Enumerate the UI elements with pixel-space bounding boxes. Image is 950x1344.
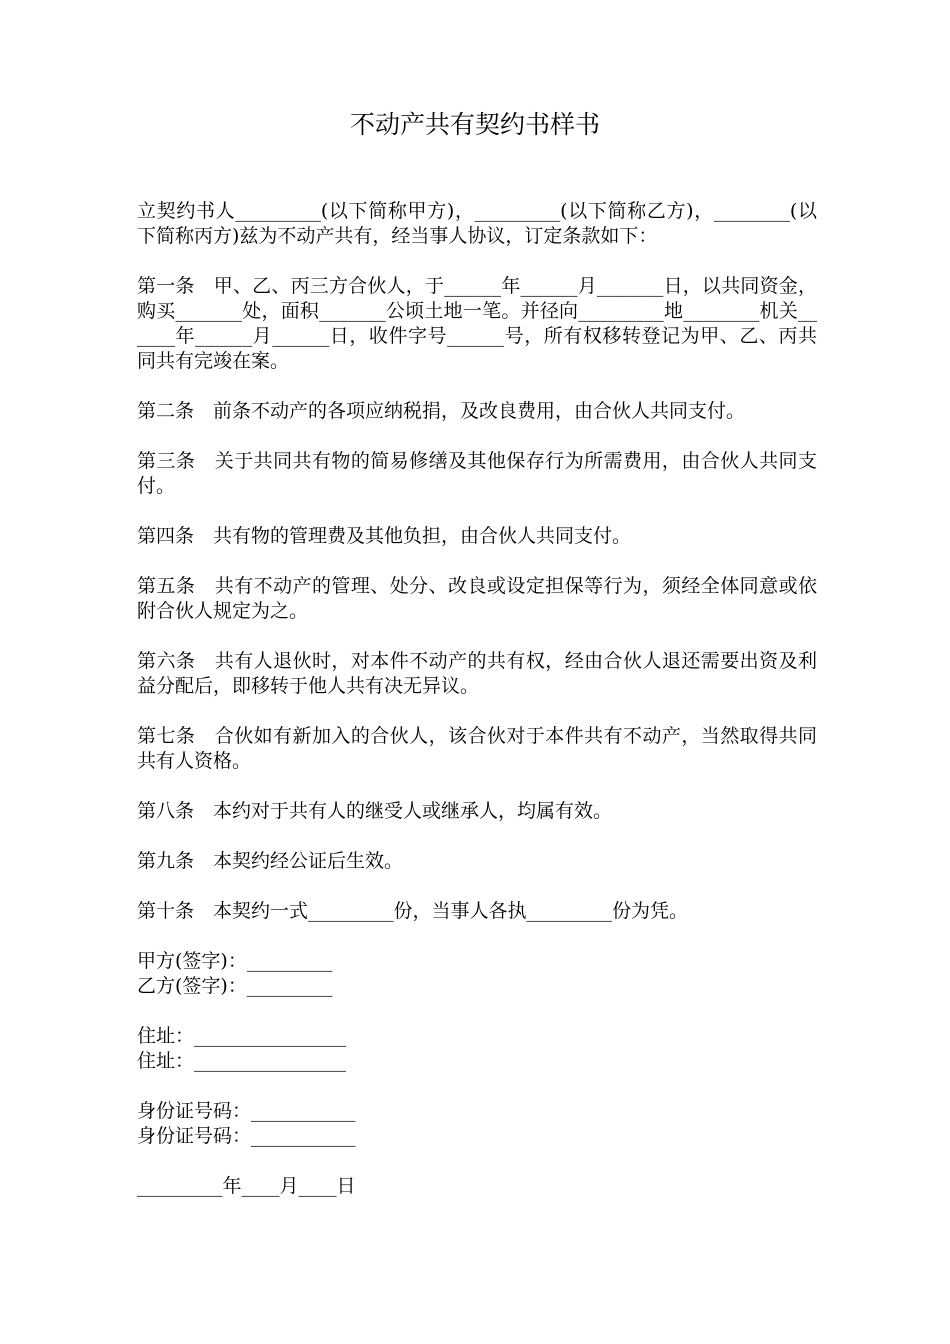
article-7: 第七条 合伙如有新加入的合伙人，该合伙对于本件共有不动产，当然取得共同共有人资格。	[137, 725, 817, 772]
article-1: 第一条 甲、乙、丙三方合伙人，于______年______月_______日，以共同资金，购买_______处，面积_______公顷土地一笔。并径向_________地________机关______年______月______日，收件字号______号，所有权移转登记为甲、乙、丙共同共有完竣在案。	[137, 275, 817, 372]
document-body	[137, 199, 817, 1199]
id-number-line-2: 身份证号码：___________	[137, 1125, 356, 1147]
party-a-signature: 甲方(签字)：_________	[137, 950, 333, 972]
article-6: 第六条 共有人退伙时，对本件不动产的共有权，经由合伙人退还需要出资及利益分配后，即移转于他人共有决无异议。	[137, 650, 817, 697]
article-10: 第十条 本契约一式_________份，当事人各执_________份为凭。	[137, 900, 689, 922]
id-number-line-1: 身份证号码：___________	[137, 1100, 356, 1122]
date-line: _________年____月____日	[137, 1175, 356, 1197]
signature-block	[137, 949, 817, 1199]
article-2: 第二条 前条不动产的各项应纳税捐，及改良费用，由合伙人共同支付。	[137, 400, 746, 422]
document-title: 不动产共有契约书样书	[349, 110, 600, 139]
article-5: 第五条 共有不动产的管理、处分、改良或设定担保等行为，须经全体同意或依附合伙人规定为之。	[137, 575, 817, 622]
article-3: 第三条 关于共同共有物的简易修缮及其他保存行为所需费用，由合伙人共同支付。	[137, 450, 817, 497]
address-line-2: 住址：________________	[137, 1050, 347, 1072]
preamble: 立契约书人_________(以下简称甲方)，_________(以下简称乙方)，________(以下简称丙方)兹为不动产共有，经当事人协议，订定条款如下：	[137, 200, 817, 247]
article-4: 第四条 共有物的管理费及其他负担，由合伙人共同支付。	[137, 525, 632, 547]
address-line-1: 住址：________________	[137, 1025, 347, 1047]
article-8: 第八条 本约对于共有人的继受人或继承人，均属有效。	[137, 800, 613, 822]
article-9: 第九条 本契约经公证后生效。	[137, 850, 404, 872]
party-b-signature: 乙方(签字)：_________	[137, 975, 333, 997]
